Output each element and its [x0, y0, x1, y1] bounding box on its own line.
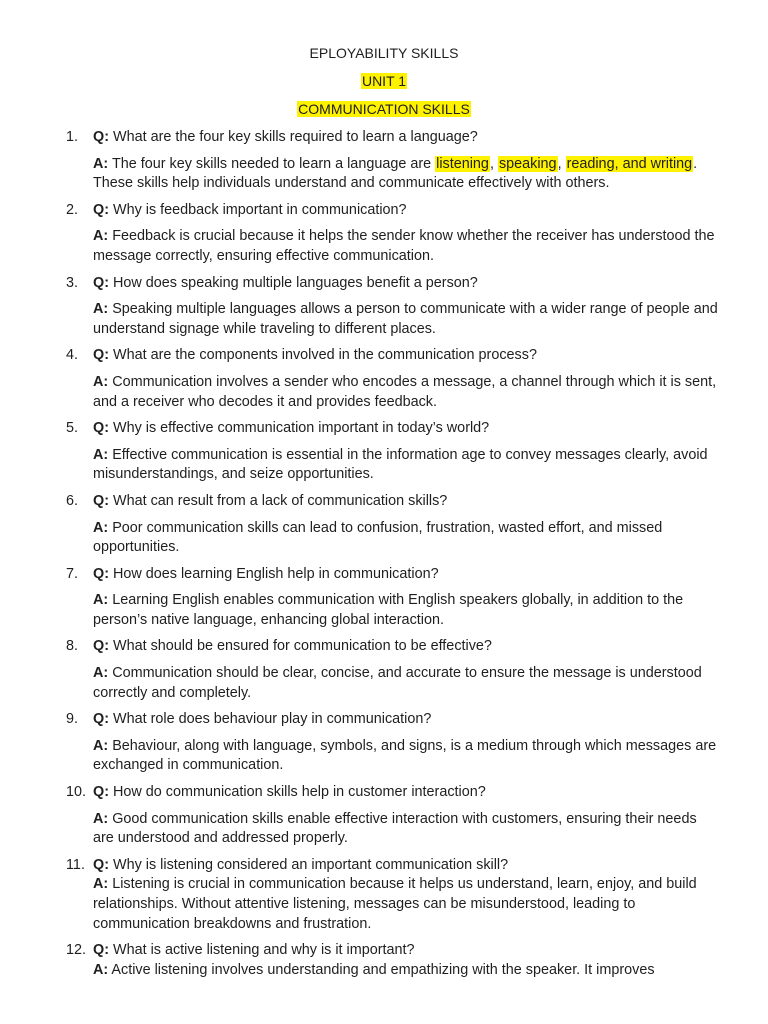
item-number: 6. [66, 492, 79, 509]
question [93, 637, 721, 657]
answer [93, 591, 721, 630]
q-label: Q: [93, 420, 109, 437]
q-label: Q: [93, 711, 109, 728]
question-text: Why is feedback important in communication? [113, 201, 407, 218]
answer-text: Speaking multiple languages allows a person to communicate with a wider range of people and understand signage while traveling to different places. [93, 301, 718, 337]
answer-text: Poor communication skills can lead to confusion, frustration, wasted effort, and missed opportunities. [93, 519, 663, 556]
qa-item-8 [66, 637, 721, 703]
qa-item-7 [66, 565, 721, 631]
question [93, 274, 721, 294]
section-heading [0, 100, 768, 118]
item-number: 2. [66, 201, 79, 218]
question-text: What can result from a lack of communication skills? [113, 492, 448, 509]
answer-text: Communication involves a sender who encodes a message, a channel through which it is sent, and a receiver who decodes it and provides feedback. [93, 373, 717, 410]
answer [93, 961, 721, 981]
highlight-listening: listening [436, 155, 489, 172]
answer [93, 155, 721, 194]
question-text: What is active listening and why is it important? [113, 942, 415, 959]
answer [93, 446, 721, 485]
qa-item-3 [66, 274, 721, 340]
answer [93, 373, 721, 412]
qa-item-9 [66, 710, 721, 776]
item-number: 3. [66, 274, 79, 291]
answer [93, 300, 721, 339]
answer-text-pre: The four key skills needed to learn a language are [111, 155, 436, 172]
q-label: Q: [93, 565, 109, 582]
question [93, 710, 721, 730]
qa-list [66, 128, 721, 987]
item-number: 10. [66, 784, 87, 801]
question-text: What should be ensured for communication to be effective? [113, 638, 492, 655]
item-number: 5. [66, 420, 79, 437]
question [93, 856, 721, 876]
a-label: A: [93, 519, 109, 536]
unit-label: UNIT 1 [361, 73, 407, 89]
answer [93, 664, 721, 703]
a-label: A: [93, 876, 109, 893]
qa-item-12 [66, 941, 721, 980]
answer [93, 519, 721, 558]
answer-text-post: . These skills help individuals understand and communicate effectively with others. [93, 155, 698, 192]
answer [93, 227, 721, 266]
item-number: 8. [66, 638, 79, 655]
q-label: Q: [93, 942, 109, 959]
answer [93, 875, 721, 934]
q-label: Q: [93, 492, 109, 509]
answer-text: Learning English enables communication with English speakers globally, in addition to the person’s native language, enhancing global interaction. [93, 592, 684, 628]
item-number: 9. [66, 711, 79, 728]
answer-text: Communication should be clear, concise, and accurate to ensure the message is understood correctly and completely. [93, 665, 702, 701]
question [93, 941, 721, 961]
a-label: A: [93, 301, 109, 318]
answer-text: Active listening involves understanding and empathizing with the speaker. It improves [111, 961, 655, 978]
answer-text: Behaviour, along with language, symbols, and signs, is a medium through which messages are exchanged in communication. [93, 737, 717, 774]
question-text: How does speaking multiple languages benefit a person? [113, 274, 478, 291]
item-number: 1. [66, 129, 79, 145]
q-label: Q: [93, 638, 109, 655]
unit-heading [0, 72, 768, 90]
question [93, 346, 721, 366]
a-label: A: [93, 592, 109, 609]
q-label: Q: [93, 347, 109, 364]
separator: , [489, 155, 498, 172]
a-label: A: [93, 228, 109, 245]
q-label: Q: [93, 274, 109, 291]
question [93, 492, 721, 512]
q-label: Q: [93, 856, 109, 873]
question-text: Why is effective communication important in today’s world? [113, 420, 490, 437]
answer-text: Good communication skills enable effective interaction with customers, ensuring their needs are understood and addressed properly. [93, 810, 697, 847]
a-label: A: [93, 810, 109, 827]
qa-item-5 [66, 419, 721, 485]
qa-item-10 [66, 783, 721, 849]
highlight-reading-writing: reading, and writing [566, 155, 693, 172]
question [93, 565, 721, 585]
answer [93, 737, 721, 776]
question-text: How does learning English help in communication? [113, 565, 439, 582]
q-label: Q: [93, 129, 109, 145]
a-label: A: [93, 373, 109, 390]
qa-item-6 [66, 492, 721, 558]
item-number: 11. [66, 856, 85, 873]
answer-text: Listening is crucial in communication because it helps us understand, learn, enjoy, and build relationships. Without attentive listening, messages can be misunderstood, leading to communication breakdowns and frustration. [93, 876, 697, 932]
question-text: What role does behaviour play in communication? [113, 711, 432, 728]
answer-text: Feedback is crucial because it helps the sender know whether the receiver has understood the message correctly, ensuring effective communication. [93, 228, 715, 264]
question-text: Why is listening considered an important communication skill? [113, 856, 509, 873]
question [93, 201, 721, 221]
a-label: A: [93, 446, 109, 463]
question [93, 128, 721, 148]
answer-text: Effective communication is essential in the information age to convey messages clearly, avoid misunderstandings, and seize opportunities. [93, 446, 708, 483]
item-number: 12. [66, 942, 87, 959]
qa-item-2 [66, 201, 721, 267]
a-label: A: [93, 155, 109, 172]
question-text: What are the components involved in the communication process? [113, 347, 537, 364]
separator: , [557, 155, 566, 172]
item-number: 7. [66, 565, 79, 582]
question [93, 419, 721, 439]
highlight-speaking: speaking [498, 155, 557, 172]
question-text: How do communication skills help in customer interaction? [113, 784, 486, 801]
qa-item-1 [66, 128, 721, 194]
answer [93, 810, 721, 849]
a-label: A: [93, 737, 109, 754]
q-label: Q: [93, 201, 109, 218]
question-text: What are the four key skills required to learn a language? [113, 129, 478, 145]
q-label: Q: [93, 784, 109, 801]
qa-item-11 [66, 856, 721, 934]
a-label: A: [93, 961, 109, 978]
a-label: A: [93, 665, 109, 682]
question [93, 783, 721, 803]
section-label: COMMUNICATION SKILLS [298, 101, 470, 117]
qa-item-4 [66, 346, 721, 412]
document-title: EPLOYABILITY SKILLS [309, 45, 459, 61]
item-number: 4. [66, 347, 79, 364]
